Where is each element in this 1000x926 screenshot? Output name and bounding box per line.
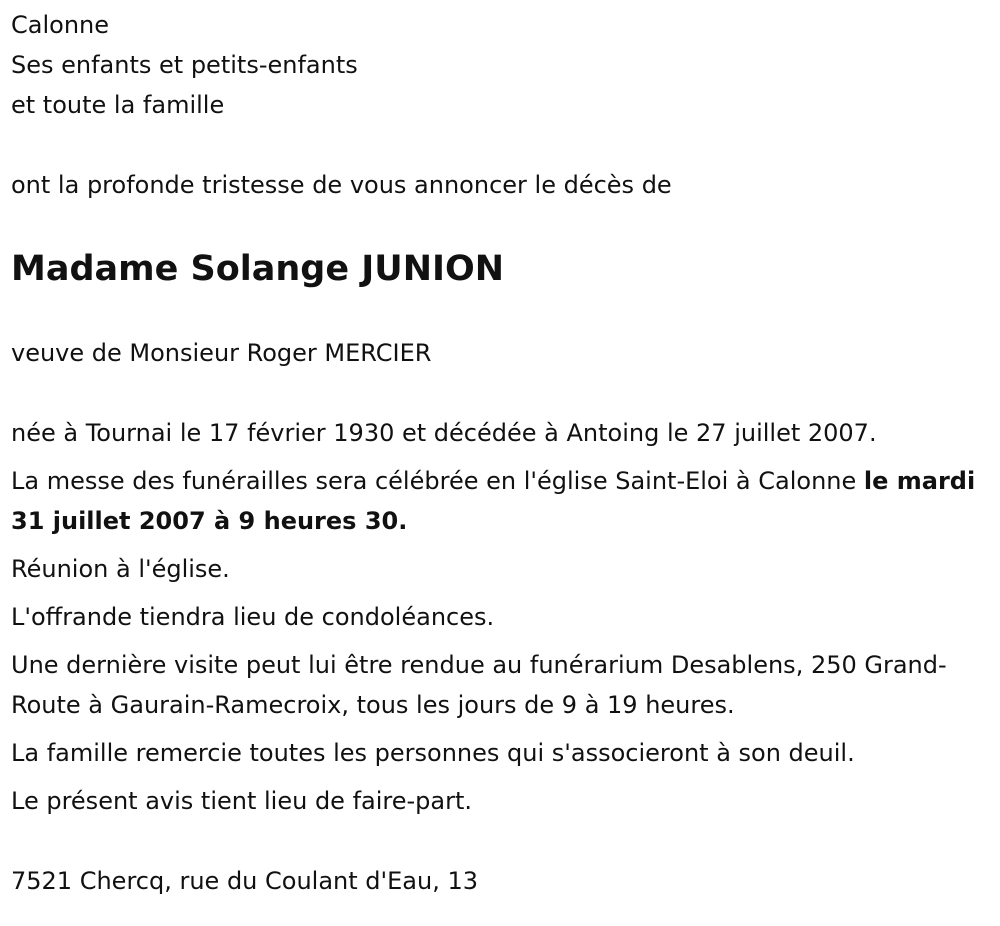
visit-paragraph: Une dernière visite peut lui être rendue au funérarium Desablens, 250 Grand-Route à Gaurain-Ramecroix, tous les jours de 9 à 19 heures. [11,651,947,719]
deceased-name: Madame Solange JUNION [11,249,505,289]
family-line: et toute la famille [11,91,225,119]
place-line: Calonne [11,11,110,39]
address-line: 7521 Chercq, rue du Coulant d'Eau, 13 [11,867,479,895]
funeral-text: La messe des funérailles sera célébrée en l'église Saint-Eloi à Calonne [11,467,864,495]
obituary-notice [11,0,986,901]
meeting-line: Réunion à l'église. [11,555,230,583]
offering-line: L'offrande tiendra lieu de condoléances. [11,603,495,631]
children-line: Ses enfants et petits-enfants [11,51,358,79]
thanks-line: La famille remercie toutes les personnes qui s'associeront à son deuil. [11,739,855,767]
birth-death-line: née à Tournai le 17 février 1930 et décédée à Antoing le 27 juillet 2007. [11,419,877,447]
funeral-date: le mardi 31 juillet 2007 à 9 heures 30. [11,467,976,535]
widow-line: veuve de Monsieur Roger MERCIER [11,339,432,367]
family-header [11,5,986,125]
notice-line: Le présent avis tient lieu de faire-part. [11,787,473,815]
funeral-paragraph [11,461,986,541]
announcement-text: ont la profonde tristesse de vous annoncer le décès de [11,171,672,199]
